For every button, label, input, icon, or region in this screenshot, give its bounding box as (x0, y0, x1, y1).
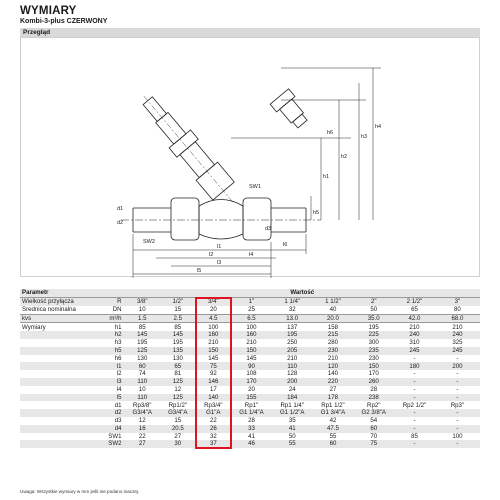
table-cell: 90 (231, 362, 272, 370)
table-cell: 1.5 (125, 314, 161, 323)
table-cell: 158 (313, 323, 354, 331)
table-cell: 32 (288, 305, 296, 313)
table-cell: - (456, 385, 459, 393)
table-cell: 12 (138, 417, 146, 425)
label-l5: l5 (197, 268, 202, 274)
table-cell: 100 (231, 323, 272, 331)
table-cell: 85 (125, 323, 161, 331)
row-unit: h6 (114, 354, 122, 362)
row-unit: h1 (91, 323, 124, 331)
table-cell: Rp1/2" (168, 401, 188, 409)
row-label: Średnica nominalna (22, 305, 76, 313)
table-cell: 215 (313, 331, 354, 339)
table-row (20, 347, 480, 355)
table-cell: 300 (368, 339, 379, 347)
table-header-row (20, 289, 480, 298)
table-cell: 42.0 (394, 314, 435, 323)
table-cell: 33 (231, 425, 272, 433)
label-h4: h4 (375, 124, 382, 130)
table-cell: 210 (435, 323, 480, 331)
table-cell: 230 (313, 347, 354, 355)
row-unit: DN (112, 305, 122, 313)
table-cell: 3/4" (196, 298, 232, 306)
table-cell: 15 (174, 305, 182, 313)
table-cell: 27 (329, 385, 337, 393)
table-cell: 130 (172, 354, 183, 362)
table-cell: 110 (125, 378, 161, 386)
table-cell: 15 (174, 417, 182, 425)
table-cell: 210 (327, 354, 339, 362)
table-cell: 245 (435, 347, 480, 355)
table-cell: - (413, 370, 416, 378)
table-cell: 245 (394, 347, 435, 355)
table-cell: 26 (196, 425, 232, 433)
table-cell: 150 (231, 347, 272, 355)
table-cell: 150 (353, 362, 394, 370)
row-label (20, 355, 91, 363)
table-cell: 74 (138, 370, 146, 378)
table-cell: 60 (125, 362, 161, 370)
right-nut (243, 198, 271, 240)
table-cell: 137 (272, 323, 313, 331)
table-cell: 41 (248, 432, 255, 440)
table-cell: 40 (329, 305, 337, 313)
table-cell: 1/2" (160, 298, 196, 306)
label-h3: h3 (361, 134, 368, 140)
drain-cock (270, 89, 312, 132)
label-l6: l6 (283, 242, 288, 248)
table-cell: Rp2" (367, 401, 381, 409)
table-cell: 17 (209, 385, 217, 393)
row-unit: d2 (91, 409, 124, 417)
label-l1: l1 (217, 244, 222, 250)
table-cell: 260 (353, 378, 394, 386)
table-cell: 55 (329, 432, 337, 440)
row-label (20, 347, 91, 355)
table-cell: 220 (313, 378, 354, 386)
spec-table (20, 289, 480, 448)
table-cell: 12 (174, 385, 182, 393)
row-unit: l1 (91, 362, 124, 370)
param-header: Parametr (20, 289, 125, 298)
table-cell: 16 (125, 425, 161, 433)
row-unit: m³/h (91, 314, 124, 323)
label-sw1: SW1 (249, 184, 261, 190)
table-cell: - (413, 385, 416, 393)
table-row (20, 362, 480, 370)
table-cell: - (394, 409, 435, 417)
table-cell: 250 (287, 339, 298, 347)
table-cell: 47.5 (313, 425, 354, 433)
table-cell: 310 (409, 339, 420, 347)
table-cell: - (413, 417, 416, 425)
page-title: WYMIARY (20, 5, 77, 17)
table-cell: 100 (196, 323, 232, 331)
table-cell: 235 (353, 347, 394, 355)
table-cell: 4.5 (196, 314, 232, 323)
row-label (20, 339, 91, 347)
row-unit: h2 (91, 331, 124, 339)
table-cell: - (456, 370, 459, 378)
table-cell: 2 1/2" (394, 298, 435, 306)
table-cell: - (435, 409, 480, 417)
table-cell: 85 (160, 323, 196, 331)
table-cell: 37 (196, 440, 232, 448)
left-nut (171, 198, 199, 240)
row-label (20, 417, 91, 425)
table-cell: 20 (248, 385, 255, 393)
table-cell: G1 1/4"A (231, 409, 272, 417)
table-cell: 170 (368, 370, 379, 378)
label-d2: d2 (117, 220, 124, 226)
table-cell: 210 (246, 339, 257, 347)
label-l2: l2 (209, 252, 214, 258)
table-cell: 200 (272, 378, 313, 386)
table-cell: 110 (125, 394, 161, 402)
table-cell: 1" (231, 298, 272, 306)
table-cell: 54 (370, 417, 378, 425)
table-cell: 50 (370, 305, 378, 313)
table-cell: 280 (327, 339, 339, 347)
table-cell: - (456, 417, 459, 425)
table-cell: 184 (272, 394, 313, 402)
table-cell: 238 (353, 394, 394, 402)
table-cell: - (435, 394, 480, 402)
table-row (20, 417, 480, 425)
table-cell: - (435, 378, 480, 386)
table-cell: 3/8" (125, 298, 161, 306)
table-cell: 1 1/4" (272, 298, 313, 306)
table-cell: G1"A (196, 409, 232, 417)
table-cell: 35.0 (353, 314, 394, 323)
table-row (20, 370, 480, 378)
table-cell: 25 (248, 305, 255, 313)
table-row (20, 378, 480, 386)
label-h2: h2 (341, 154, 348, 160)
label-l3: l3 (217, 260, 222, 266)
table-cell: 125 (125, 347, 161, 355)
label-l4: l4 (249, 252, 254, 258)
table-cell: 210 (208, 339, 219, 347)
table-row (20, 339, 480, 347)
row-unit: l2 (116, 370, 122, 378)
table-row (20, 409, 480, 417)
table-cell: 81 (174, 370, 182, 378)
table-cell: 130 (137, 354, 148, 362)
table-cell: 155 (231, 394, 272, 402)
table-cell: 28 (370, 385, 378, 393)
row-unit: d4 (91, 425, 124, 433)
table-cell: 80 (454, 305, 461, 313)
row-label (20, 386, 91, 394)
table-cell: 2" (353, 298, 394, 306)
row-label (20, 433, 91, 441)
kvs-row (20, 314, 480, 323)
table-cell: 28 (248, 417, 255, 425)
table-cell: 225 (353, 331, 394, 339)
table-cell: G2 3/8"A (353, 409, 394, 417)
section-label: Przegląd (23, 29, 51, 36)
label-h1: h1 (323, 174, 330, 180)
table-cell: - (435, 425, 480, 433)
label-h5: h5 (313, 210, 320, 216)
table-cell: 160 (196, 331, 232, 339)
row-label (20, 425, 91, 433)
table-cell: - (394, 425, 435, 433)
table-cell: 240 (394, 331, 435, 339)
table-cell: 10 (138, 385, 146, 393)
table-cell: 92 (209, 370, 217, 378)
row-unit: SW2 (91, 440, 124, 448)
table-cell: Rp3/8" (133, 401, 152, 409)
row-label (20, 370, 91, 378)
table-cell: 210 (287, 354, 298, 362)
table-cell: Rp1" (244, 401, 259, 409)
dn-row (20, 306, 480, 314)
table-cell: 170 (231, 378, 272, 386)
table-cell: 10 (138, 305, 146, 313)
table-cell: 20.5 (160, 425, 196, 433)
horizontal-dimensions (133, 234, 306, 278)
table-cell: Rp3" (450, 401, 465, 409)
table-cell: 230 (368, 354, 379, 362)
table-cell: 108 (246, 370, 257, 378)
table-cell: 145 (125, 331, 161, 339)
valve-bonnet (133, 87, 244, 212)
table-cell: 30 (160, 440, 196, 448)
table-cell: 20 (209, 305, 217, 313)
table-cell: 205 (272, 347, 313, 355)
table-cell: 75 (353, 440, 394, 448)
table-cell: 3" (435, 298, 480, 306)
row-label (20, 401, 91, 409)
table-row (20, 386, 480, 394)
size-row (20, 298, 480, 306)
table-row (20, 433, 480, 441)
table-cell: 145 (160, 331, 196, 339)
table-cell: 195 (172, 339, 183, 347)
table-cell: - (394, 378, 435, 386)
row-label (20, 331, 91, 339)
table-row (20, 440, 480, 448)
section-bar (20, 28, 480, 37)
table-cell: 195 (272, 331, 313, 339)
table-cell: 140 (196, 394, 232, 402)
row-label: Wymiary (20, 323, 91, 331)
table-cell: 20.0 (313, 314, 354, 323)
table-cell: 200 (435, 362, 480, 370)
table-cell: 6.5 (231, 314, 272, 323)
table-cell: 27 (174, 432, 182, 440)
table-cell: 68.0 (435, 314, 480, 323)
table-cell: 195 (137, 339, 148, 347)
row-unit: d1 (114, 401, 122, 409)
label-sw2: SW2 (143, 239, 155, 245)
table-cell: 195 (353, 323, 394, 331)
table-cell: G1 1/2"A (272, 409, 313, 417)
table-cell: G3/4"A (125, 409, 161, 417)
table-cell: - (456, 354, 459, 362)
table-cell: 128 (287, 370, 298, 378)
vertical-dimensions (231, 68, 381, 220)
table-cell: 22 (209, 417, 217, 425)
table-cell: 180 (394, 362, 435, 370)
table-cell: 140 (327, 370, 339, 378)
table-cell: 70 (370, 432, 378, 440)
table-cell: 55 (272, 440, 313, 448)
table-cell: Rp2 1/2" (402, 401, 427, 409)
table-cell: Rp1 1/4" (280, 401, 304, 409)
row-unit: R (91, 298, 124, 306)
table-cell: 42 (329, 417, 337, 425)
row-label: kvs (20, 314, 91, 323)
row-unit: d3 (114, 417, 122, 425)
table-cell: 146 (196, 378, 232, 386)
table-cell: 2.5 (160, 314, 196, 323)
table-cell: Rp3/4" (204, 401, 223, 409)
table-cell: 85 (411, 432, 418, 440)
value-header: Wartość (125, 289, 481, 298)
table-cell: 150 (196, 347, 232, 355)
table-cell: 145 (208, 354, 219, 362)
row-unit: h3 (114, 339, 122, 347)
table-cell: 325 (452, 339, 463, 347)
table-cell: G1 3/4"A (313, 409, 354, 417)
technical-drawing (20, 37, 480, 277)
table-cell: 110 (272, 362, 313, 370)
table-cell: 1 1/2" (313, 298, 354, 306)
row-label (20, 440, 91, 448)
row-unit: l4 (116, 385, 122, 393)
label-d3: d3 (265, 226, 272, 232)
row-unit: l3 (91, 378, 124, 386)
table-cell: 120 (313, 362, 354, 370)
highlight-column-frame (195, 297, 233, 450)
table-cell: 65 (160, 362, 196, 370)
footnote: Uwaga: Wszystkie wymiary w mm jeśli nie podano inaczej. (20, 489, 140, 494)
table-cell: 160 (231, 331, 272, 339)
table-row (20, 331, 480, 339)
table-cell: 145 (246, 354, 257, 362)
row-label (20, 409, 91, 417)
table-row (20, 355, 480, 363)
table-cell: G3/4"A (160, 409, 196, 417)
table-cell: 13.0 (272, 314, 313, 323)
table-cell: 178 (313, 394, 354, 402)
table-row (20, 401, 480, 409)
table-cell: 50 (288, 432, 296, 440)
table-cell: Rp1 1/2" (321, 401, 345, 409)
table-row (20, 425, 480, 433)
table-cell: 125 (160, 378, 196, 386)
table-cell: - (413, 354, 416, 362)
row-label (20, 394, 91, 402)
table-cell: - (394, 440, 435, 448)
table-row (20, 394, 480, 402)
table-cell: 210 (394, 323, 435, 331)
table-cell: 65 (411, 305, 418, 313)
table-cell: 27 (125, 440, 161, 448)
table-cell: 46 (231, 440, 272, 448)
table-cell: 60 (353, 425, 394, 433)
row-label (20, 362, 91, 370)
table-cell: - (435, 440, 480, 448)
valve-body (199, 200, 243, 240)
table-cell: 60 (313, 440, 354, 448)
table-cell: 75 (196, 362, 232, 370)
table-cell: - (394, 394, 435, 402)
row-label (20, 378, 91, 386)
page-subtitle: Kombi-3-plus CZERWONY (20, 18, 108, 25)
table-cell: 125 (160, 394, 196, 402)
table-row (20, 323, 480, 331)
table-cell: 35 (288, 417, 296, 425)
valve-drawing-svg (21, 38, 481, 278)
table-cell: 32 (209, 432, 217, 440)
label-d1: d1 (117, 206, 124, 212)
row-unit: l5 (91, 394, 124, 402)
label-h6: h6 (327, 130, 334, 136)
table-cell: 135 (160, 347, 196, 355)
row-unit: SW1 (108, 432, 122, 440)
table-cell: 240 (435, 331, 480, 339)
table-cell: 100 (452, 432, 463, 440)
table-cell: 24 (288, 385, 296, 393)
table-cell: 41 (272, 425, 313, 433)
row-unit: h5 (91, 347, 124, 355)
row-label: Wielkość przyłącza (20, 298, 91, 306)
table-cell: 22 (138, 432, 146, 440)
